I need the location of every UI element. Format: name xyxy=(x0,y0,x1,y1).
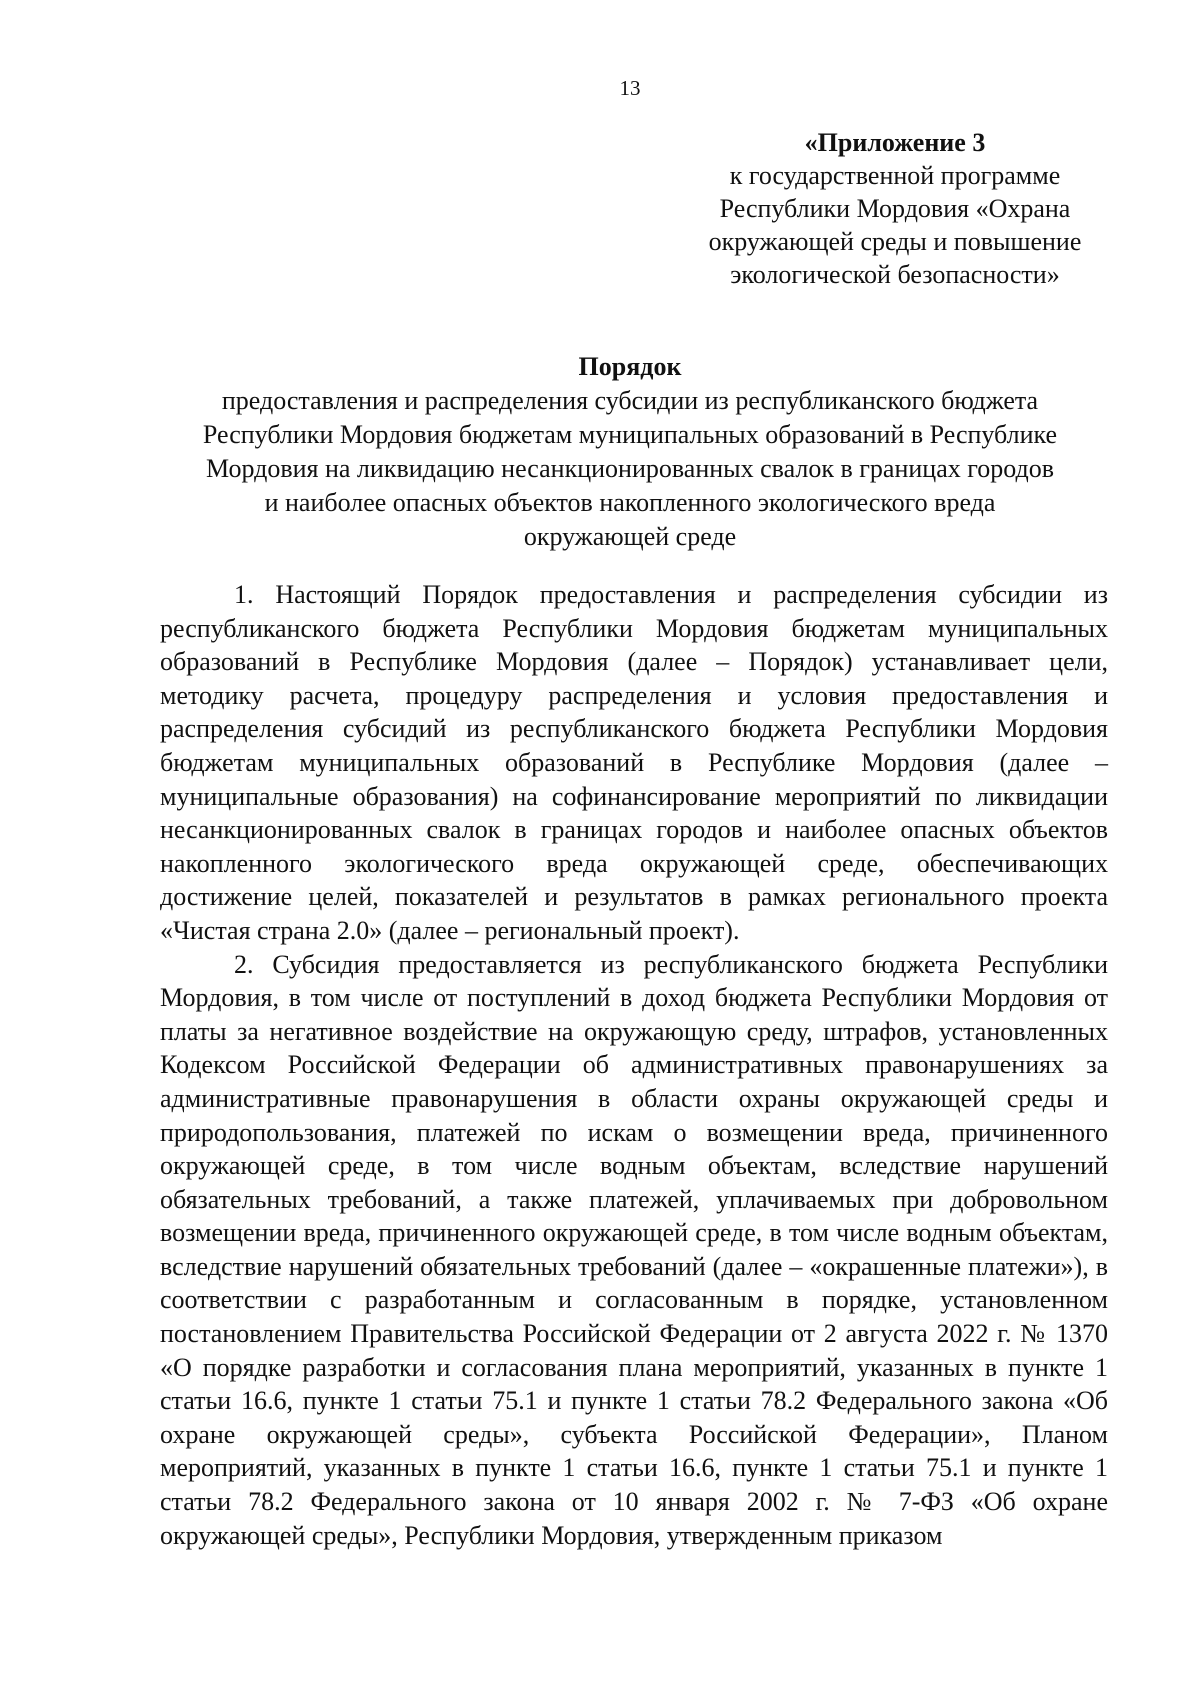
appendix-line: экологической безопасности» xyxy=(730,260,1060,289)
document-title: Порядок xyxy=(578,352,682,381)
subtitle-line: предоставления и распределения субсидии из республиканского бюджета xyxy=(221,386,1039,415)
subtitle-line: Республики Мордовия бюджетам муниципальных образований в Республике xyxy=(202,420,1058,449)
appendix-line: окружающей среды и повышение xyxy=(708,227,1082,256)
subtitle-line: окружающей среде xyxy=(523,522,737,551)
appendix-line: Республики Мордовия «Охрана xyxy=(719,194,1071,223)
document-title-block xyxy=(150,350,1110,554)
document-body xyxy=(160,578,1108,1552)
appendix-line: к государственной программе xyxy=(729,161,1061,190)
appendix-heading: «Приложение 3 xyxy=(804,128,986,157)
subtitle-line: и наиболее опасных объектов накопленного экологического вреда xyxy=(264,488,996,517)
page-number: 13 xyxy=(619,76,641,100)
paragraph-1: 1. Настоящий Порядок предоставления и распределения субсидии из республиканского бюджета Республики Мордовия бюджетам муниципальных образований в Республике Мордовия (далее – Порядок) устанавливает цели, методику расчета, процедуру распределения и условия предоставления и распределения субсидий из республиканского бюджета Республики Мордовия бюджетам муниципальных образований в Республике Мордовия (далее – муниципальные образования) на софинансирование мероприятий по ликвидации несанкционированных свалок в границах городов и наиболее опасных объектов накопленного экологического вреда окружающей среде, обеспечивающих достижение целей, показателей и результатов в рамках регионального проекта «Чистая страна 2.0» (далее – региональный проект). xyxy=(160,580,1108,945)
appendix-header xyxy=(680,126,1110,291)
paragraph-2: 2. Субсидия предоставляется из республиканского бюджета Республики Мордовия, в том числе от поступлений в доход бюджета Республики Мордовия от платы за негативное воздействие на окружающую среду, штрафов, установленных Кодексом Российской Федерации об административных правонарушениях за административные правонарушения в области охраны окружающей среды и природопользования, платежей по искам о возмещении вреда, причиненного окружающей среде, в том числе водным объектам, вследствие нарушений обязательных требований, а также платежей, уплачиваемых при добровольном возмещении вреда, причиненного окружающей среде, в том числе водным объектам, вследствие нарушений обязательных требований (далее – «окрашенные платежи»), в соответствии с разработанным и согласованным в порядке, установленном постановлением Правительства Российской Федерации от 2 августа 2022 г. № 1370 «О порядке разработки и согласования плана мероприятий, указанных в пункте 1 статьи 16.6, пункте 1 статьи 75.1 и пункте 1 статьи 78.2 Федерального закона «Об охране окружающей среды», субъекта Российской Федерации», Планом мероприятий, указанных в пункте 1 статьи 16.6, пункте 1 статьи 75.1 и пункте 1 статьи 78.2 Федерального закона от 10 января 2002 г. № 7-ФЗ «Об охране окружающей среды», Республики Мордовия, утвержденным приказом xyxy=(160,949,1108,1550)
subtitle-line: Мордовия на ликвидацию несанкционированных свалок в границах городов xyxy=(205,454,1055,483)
